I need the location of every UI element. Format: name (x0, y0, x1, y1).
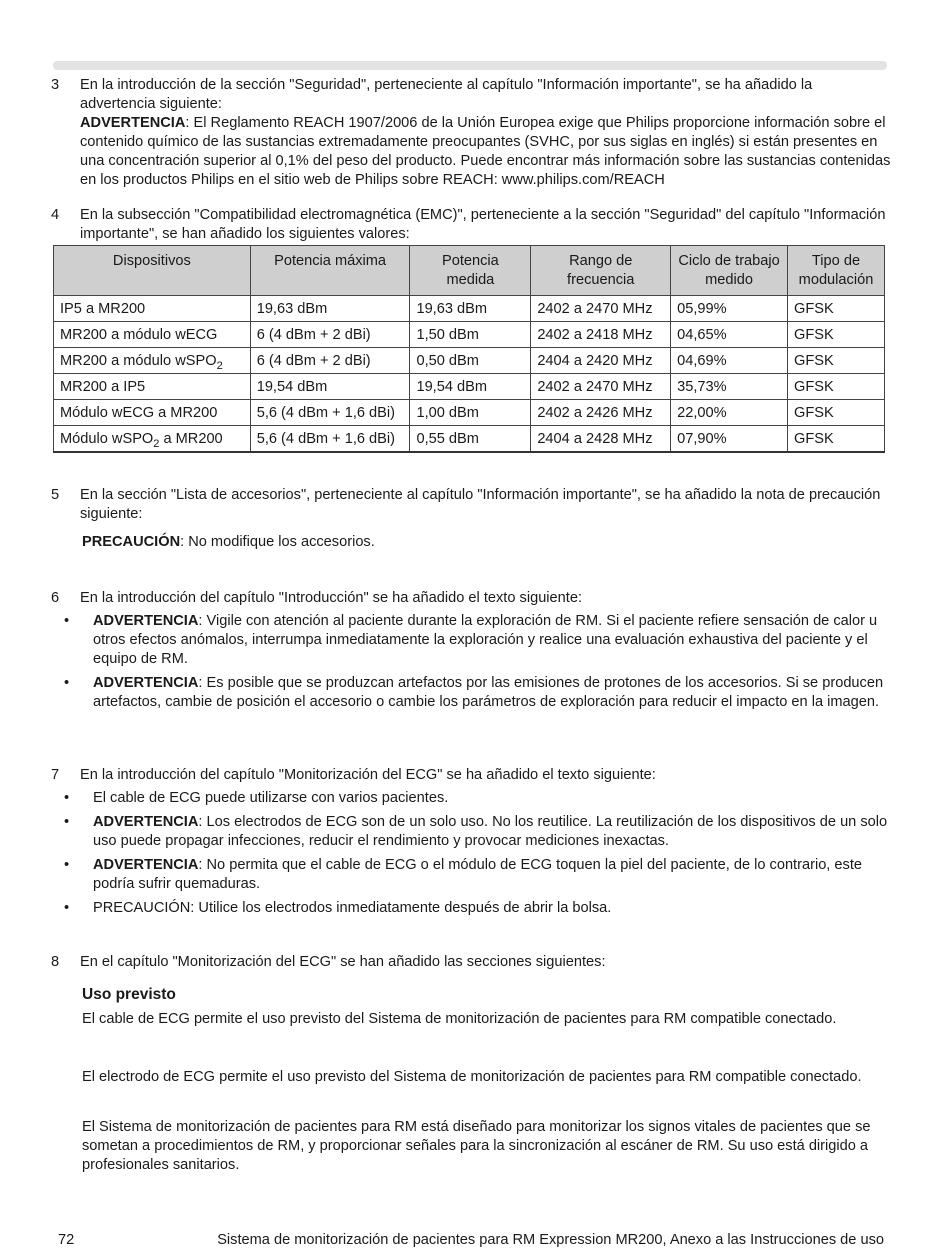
bullet-text: : No permita que el cable de ECG o el módulo de ECG toquen la piel del paciente, de lo contrario, este podría sufrir quemaduras. (93, 857, 863, 892)
list-item (51, 813, 891, 851)
page-number: 72 (58, 1232, 75, 1248)
table-cell: 19,63 dBm (410, 296, 531, 322)
table-row (54, 296, 885, 322)
item-number: 6 (51, 590, 60, 606)
table-cell: 6 (4 dBm + 2 dBi) (250, 348, 410, 374)
table-cell: GFSK (787, 374, 884, 400)
table-cell: Módulo wECG a MR200 (54, 400, 251, 426)
warning-paragraph (80, 114, 891, 190)
bullet-list (51, 789, 891, 918)
table-cell: 19,54 dBm (250, 374, 410, 400)
table-row (54, 400, 885, 426)
table-header-row (54, 246, 885, 296)
bullet-label: ADVERTENCIA (93, 814, 199, 830)
table-cell: 22,00% (671, 400, 788, 426)
list-item (51, 674, 891, 712)
table-cell: 05,99% (671, 296, 788, 322)
bullet-label: ADVERTENCIA (93, 857, 199, 873)
table-cell: 2402 a 2470 MHz (531, 374, 671, 400)
list-item (51, 789, 891, 808)
list-item (51, 899, 891, 918)
footer-title: Sistema de monitorización de pacientes para RM Expression MR200, Anexo a las Instrucciones de uso (217, 1232, 884, 1248)
bullet-label: ADVERTENCIA (93, 675, 199, 691)
table-cell: GFSK (787, 400, 884, 426)
table-cell: 04,69% (671, 348, 788, 374)
table-cell: 2404 a 2428 MHz (531, 426, 671, 453)
item-number: 3 (51, 77, 60, 93)
table-cell: 2402 a 2418 MHz (531, 322, 671, 348)
table-cell: 2402 a 2470 MHz (531, 296, 671, 322)
item-3 (51, 76, 891, 190)
item-intro: En la sección "Lista de accesorios", perteneciente al capítulo "Información importante", se ha añadido la nota de precaución siguiente: (80, 487, 881, 522)
table-row (54, 426, 885, 453)
table-cell: 2402 a 2426 MHz (531, 400, 671, 426)
table-header: Potencia medida (410, 246, 531, 296)
item-number: 7 (51, 767, 60, 783)
warning-label: ADVERTENCIA (80, 115, 186, 131)
item-intro: En la introducción de la sección "Seguridad", perteneciente al capítulo "Información importante", se ha añadido la advertencia siguiente: (80, 77, 813, 112)
paragraph: El Sistema de monitorización de pacientes para RM está diseñado para monitorizar los signos vitales de pacientes que se sometan a procedimientos de RM, y proporcionar señales para la sincronización al escáner de RM. Su uso está dirigido a profesionales sanitarios. (82, 1119, 871, 1173)
item-6 (51, 589, 891, 717)
item-number: 4 (51, 207, 60, 223)
table-row (54, 374, 885, 400)
table-cell: MR200 a módulo wECG (54, 322, 251, 348)
table-cell: GFSK (787, 322, 884, 348)
item-7 (51, 766, 891, 923)
caution-label: PRECAUCIÓN (82, 534, 181, 550)
bullet-list (51, 612, 891, 712)
table-cell: MR200 a IP5 (54, 374, 251, 400)
list-item (51, 856, 891, 894)
table-row (54, 348, 885, 374)
warning-text: : El Reglamento REACH 1907/2006 de la Unión Europea exige que Philips proporcione información sobre el contenido químico de las sustancias extremadamente preocupantes (SVHC, por sus siglas en inglés) si están presentes en una concentración superior al 0,1% del peso del producto. Puede encontrar más información sobre las sustancias contenidas en los productos Philips en el sitio web de Philips sobre REACH: www.philips.com/REACH (80, 115, 891, 188)
table-cell: 5,6 (4 dBm + 1,6 dBi) (250, 400, 410, 426)
table-cell: 1,50 dBm (410, 322, 531, 348)
table-cell: GFSK (787, 296, 884, 322)
table-cell: 07,90% (671, 426, 788, 453)
bullet-text: El cable de ECG puede utilizarse con varios pacientes. (93, 790, 449, 806)
bullet-text: : Vigile con atención al paciente durante la exploración de RM. Si el paciente refiere sensación de calor u otros efectos anómalos, interrumpa inmediatamente la exploración y realice una evaluación exhaustiva del paciente y el equipo de RM. (93, 613, 878, 667)
bullet-label: ADVERTENCIA (93, 613, 199, 629)
bullet-text: PRECAUCIÓN: Utilice los electrodos inmediatamente después de abrir la bolsa. (93, 900, 612, 916)
table-cell: GFSK (787, 348, 884, 374)
table-cell: 6 (4 dBm + 2 dBi) (250, 322, 410, 348)
list-item (51, 612, 891, 669)
item-8 (51, 953, 891, 1175)
table-header: Dispositivos (54, 246, 251, 296)
item-intro: En la subsección "Compatibilidad electromagnética (EMC)", perteneciente a la sección "Seguridad" del capítulo "Información importante", se han añadido los siguientes valores: (80, 207, 886, 242)
caution-text: : No modifique los accesorios. (180, 534, 375, 550)
item-number: 8 (51, 954, 60, 970)
table-cell: 2404 a 2420 MHz (531, 348, 671, 374)
bullet-text: : Es posible que se produzcan artefactos por las emisiones de protones de los accesorios. Si se producen artefactos, cambie de posición el accesorio o cambie los parámetros de exploración para reducir el impacto en la imagen. (93, 675, 884, 710)
item-intro: En el capítulo "Monitorización del ECG" se han añadido las secciones siguientes: (80, 954, 606, 970)
table-cell: IP5 a MR200 (54, 296, 251, 322)
item-5 (51, 486, 891, 552)
header-rule (53, 61, 887, 70)
table-cell: MR200 a módulo wSPO$_2$ (54, 348, 251, 374)
table-cell: 0,55 dBm (410, 426, 531, 453)
table-header: Tipo de modulación (787, 246, 884, 296)
table-cell: 19,54 dBm (410, 374, 531, 400)
bullet-text: : Los electrodos de ECG son de un solo uso. No los reutilice. La reutilización de los dispositivos de un solo uso puede propagar infecciones, reducir el rendimiento y provocar mediciones inexactas. (93, 814, 888, 849)
table-cell: 35,73% (671, 374, 788, 400)
item-intro: En la introducción del capítulo "Introducción" se ha añadido el texto siguiente: (80, 590, 583, 606)
table-row (54, 322, 885, 348)
paragraph: El electrodo de ECG permite el uso previsto del Sistema de monitorización de pacientes para RM compatible conectado. (82, 1069, 862, 1085)
table-cell: 19,63 dBm (250, 296, 410, 322)
table-cell: 1,00 dBm (410, 400, 531, 426)
section-heading: Uso previsto (82, 986, 176, 1003)
emc-table (53, 245, 885, 453)
item-4 (51, 206, 891, 244)
table-header: Ciclo de trabajo medido (671, 246, 788, 296)
table-cell: 5,6 (4 dBm + 1,6 dBi) (250, 426, 410, 453)
table-cell: GFSK (787, 426, 884, 453)
paragraph: El cable de ECG permite el uso previsto del Sistema de monitorización de pacientes para RM compatible conectado. (82, 1011, 837, 1027)
table-header: Rango de frecuencia (531, 246, 671, 296)
table-header: Potencia máxima (250, 246, 410, 296)
table-cell: 0,50 dBm (410, 348, 531, 374)
item-intro: En la introducción del capítulo "Monitorización del ECG" se ha añadido el texto siguiente: (80, 767, 656, 783)
item-number: 5 (51, 487, 60, 503)
table-cell: 04,65% (671, 322, 788, 348)
table-cell: Módulo wSPO$_2$ a MR200 (54, 426, 251, 453)
caution-paragraph (82, 533, 891, 552)
